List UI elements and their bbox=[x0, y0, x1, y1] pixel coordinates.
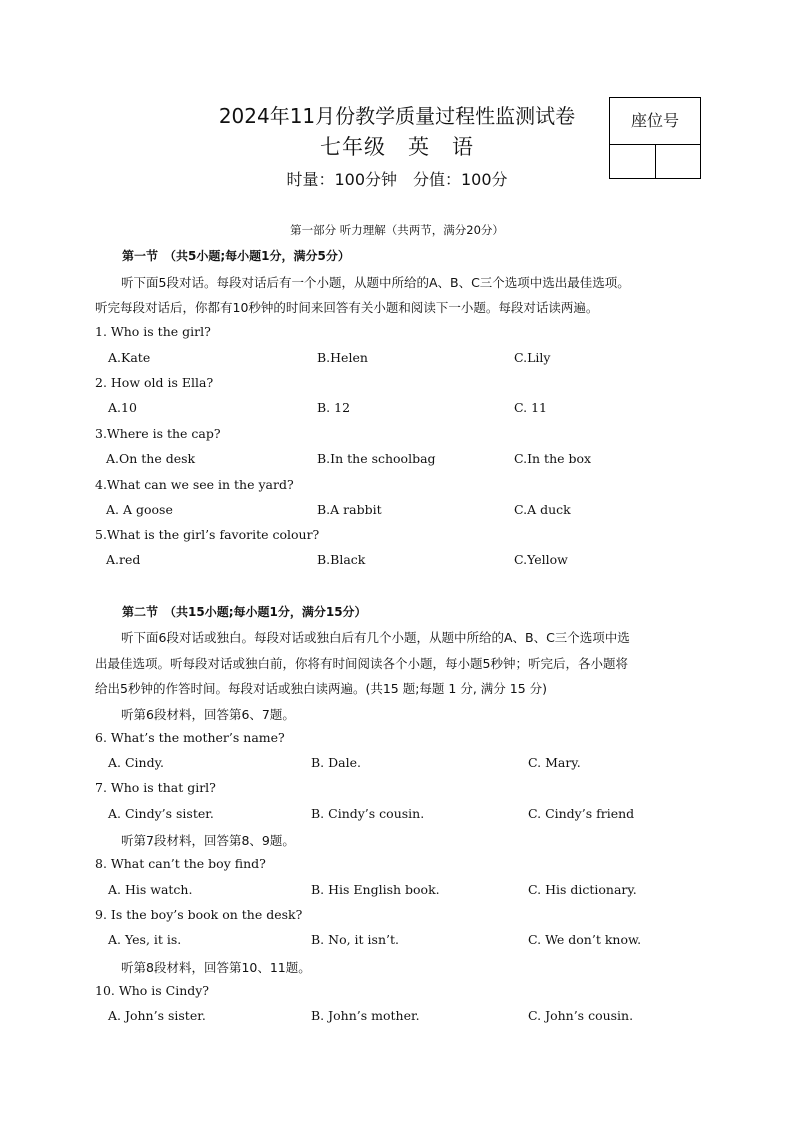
section2-instructions-line1: 听下面6段对话或独白。每段对话或独白后有几个小题，从题中所给的A、B、C三个选项中选 bbox=[121, 630, 630, 645]
q2-option-c: C. 11 bbox=[514, 400, 547, 415]
grade-subject: 七年级 英 语 bbox=[320, 135, 474, 159]
section2-instructions-line3: 给出5秒钟的作答时间。每段对话或独白读两遍。(共15 题;每题 1 分, 满分 15 分) bbox=[95, 681, 547, 696]
section2-heading: 第二节 （共15小题;每小题1分，满分15分） bbox=[122, 605, 367, 619]
section2-instructions-line2: 出最佳选项。听每段对话或独白前，你将有时间阅读各个小题，每小题5秒钟；听完后，各小题将 bbox=[95, 656, 628, 671]
question-9: 9. Is the boy’s book on the desk? bbox=[95, 907, 303, 922]
question-6: 6. What’s the mother’s name? bbox=[95, 730, 285, 745]
exam-title: 2024年11月份教学质量过程性监测试卷 bbox=[218, 104, 576, 128]
section1-instructions-line2: 听完每段对话后，你都有10秒钟的时间来回答有关小题和阅读下一小题。每段对话读两遍。 bbox=[95, 300, 599, 315]
question-8: 8. What can’t the boy find? bbox=[95, 856, 266, 871]
q3-option-a: A.On the desk bbox=[106, 451, 196, 466]
q8-option-c: C. His dictionary. bbox=[528, 882, 637, 897]
q8-option-a: A. His watch. bbox=[108, 882, 193, 897]
seat-number-box bbox=[609, 97, 701, 179]
material-8-note: 听第8段材料，回答第10、11题。 bbox=[121, 960, 311, 975]
q4-option-c: C.A duck bbox=[514, 502, 571, 517]
q4-option-a: A. A goose bbox=[106, 502, 173, 517]
question-4: 4.What can we see in the yard? bbox=[95, 477, 294, 492]
q8-option-b: B. His English book. bbox=[311, 882, 440, 897]
q6-option-b: B. Dale. bbox=[311, 755, 361, 770]
q7-option-a: A. Cindy’s sister. bbox=[108, 806, 214, 821]
q10-option-a: A. John’s sister. bbox=[108, 1008, 206, 1023]
q2-option-a: A.10 bbox=[108, 400, 137, 415]
q2-option-b: B. 12 bbox=[317, 400, 351, 415]
question-7: 7. Who is that girl? bbox=[95, 780, 216, 795]
part1-heading: 第一部分 听力理解（共两节，满分20分） bbox=[290, 223, 504, 237]
question-3: 3.Where is the cap? bbox=[95, 426, 221, 441]
q5-option-c: C.Yellow bbox=[514, 552, 568, 567]
seat-number-cell-right bbox=[656, 144, 701, 178]
q7-option-b: B. Cindy’s cousin. bbox=[311, 806, 425, 821]
q6-option-a: A. Cindy. bbox=[108, 755, 164, 770]
q9-option-a: A. Yes, it is. bbox=[108, 932, 182, 947]
q9-option-b: B. No, it isn’t. bbox=[311, 932, 399, 947]
seat-number-label: 座位号 bbox=[610, 98, 700, 145]
q5-option-a: A.red bbox=[106, 552, 141, 567]
section1-instructions-line1: 听下面5段对话。每段对话后有一个小题，从题中所给的A、B、C三个选项中选出最佳选项。 bbox=[121, 275, 630, 290]
question-1: 1. Who is the girl? bbox=[95, 324, 211, 339]
q5-option-b: B.Black bbox=[317, 552, 366, 567]
q6-option-c: C. Mary. bbox=[528, 755, 581, 770]
q1-option-c: C.Lily bbox=[514, 350, 551, 365]
material-6-note: 听第6段材料，回答第6、7题。 bbox=[121, 707, 295, 722]
section1-heading: 第一节 （共5小题;每小题1分，满分5分） bbox=[122, 249, 350, 263]
question-2: 2. How old is Ella? bbox=[95, 375, 214, 390]
seat-number-cell-left bbox=[610, 144, 656, 178]
q3-option-b: B.In the schoolbag bbox=[317, 451, 436, 466]
q10-option-b: B. John’s mother. bbox=[311, 1008, 420, 1023]
question-5: 5.What is the girl’s favorite colour? bbox=[95, 527, 320, 542]
q7-option-c: C. Cindy’s friend bbox=[528, 806, 635, 821]
q9-option-c: C. We don’t know. bbox=[528, 932, 642, 947]
q1-option-b: B.Helen bbox=[317, 350, 368, 365]
q1-option-a: A.Kate bbox=[108, 350, 151, 365]
q3-option-c: C.In the box bbox=[514, 451, 592, 466]
material-7-note: 听第7段材料，回答第8、9题。 bbox=[121, 833, 295, 848]
q10-option-c: C. John’s cousin. bbox=[528, 1008, 634, 1023]
question-10: 10. Who is Cindy? bbox=[95, 983, 210, 998]
time-score: 时量：100分钟 分值：100分 bbox=[286, 170, 508, 189]
q4-option-b: B.A rabbit bbox=[317, 502, 382, 517]
